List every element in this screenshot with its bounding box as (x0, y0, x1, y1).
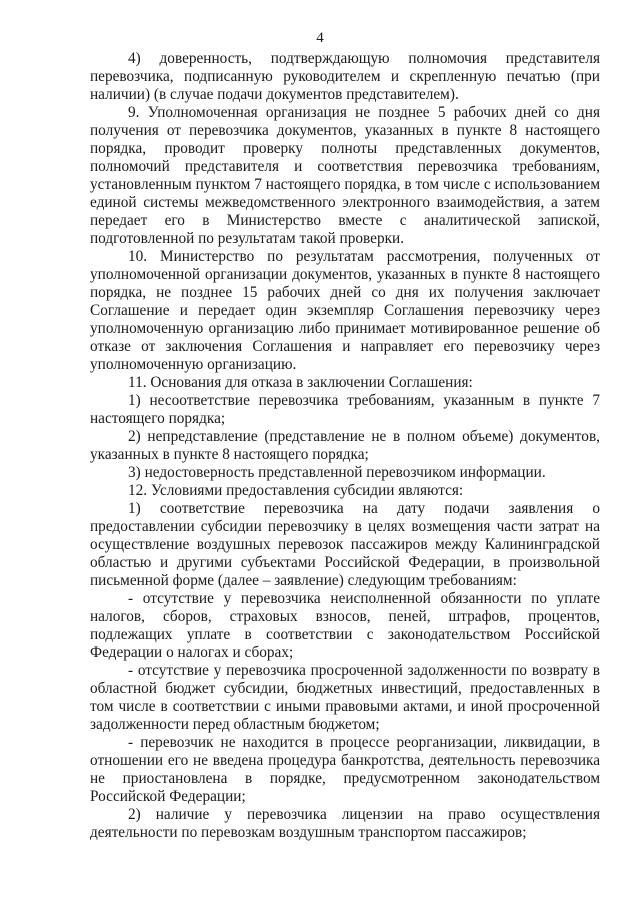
paragraph-condition-2: 2) наличие у перевозчика лицензии на право осуществления деятельности по перевозкам воздушным транспортом пассажиров; (90, 806, 600, 841)
paragraph-condition-1: 1) соответствие перевозчика на дату подачи заявления о предоставлении субсидии перевозчику в целях возмещения части затрат на осуществление воздушных перевозок пассажиров между Калининградской областью и другими субъектами Российской Федерации, в произвольной письменной форме (далее – заявление) следующим требованиям: (90, 500, 600, 589)
document-body (90, 50, 600, 842)
paragraph-item-12: 12. Условиями предоставления субсидии являются: (128, 482, 464, 499)
paragraph-requirement-reorganization: - перевозчик не находится в процессе реорганизации, ликвидации, в отношении его не введена процедура банкротства, деятельность перевозчика не приостановлена в порядке, предусмотренном законодательством Российской Федерации; (90, 734, 600, 805)
paragraph-power-of-attorney: 4) доверенность, подтверждающую полномочия представителя перевозчика, подписанную руководителем и скрепленную печатью (при наличии) (в случае подачи документов представителем). (90, 50, 600, 103)
page-number: 4 (316, 30, 324, 46)
paragraph-refusal-1: 1) несоответствие перевозчика требованиям, указанным в пункте 7 настоящего порядка; (90, 392, 600, 427)
paragraph-requirement-taxes: - отсутствие у перевозчика неисполненной обязанности по уплате налогов, сборов, страховых взносов, пеней, штрафов, процентов, подлежащих уплате в соответствии с законодательством Российской Федерации о налогах и сборах; (90, 590, 600, 661)
paragraph-item-10: 10. Министерство по результатам рассмотрения, полученных от уполномоченной организации документов, указанных в пункте 8 настоящего порядка, не позднее 15 рабочих дней со дня их получения заключает Соглашение и передает один экземпляр Соглашения перевозчику через уполномоченную организацию либо принимает мотивированное решение об отказе от заключения Соглашения и направляет его перевозчику через уполномоченную организацию. (90, 248, 600, 373)
paragraph-item-11: 11. Основания для отказа в заключении Соглашения: (128, 374, 473, 391)
paragraph-refusal-3: 3) недостоверность представленной перевозчиком информации. (128, 464, 546, 481)
paragraph-requirement-debt: - отсутствие у перевозчика просроченной задолженности по возврату в областной бюджет субсидии, бюджетных инвестиций, предоставленных в том числе в соответствии с иными правовыми актами, и иной просроченной задолженности перед областным бюджетом; (90, 662, 600, 733)
paragraph-refusal-2: 2) непредставление (представление не в полном объеме) документов, указанных в пункте 8 настоящего порядка; (90, 428, 600, 463)
paragraph-item-9: 9. Уполномоченная организация не позднее 5 рабочих дней со дня получения от перевозчика документов, указанных в пункте 8 настоящего порядка, проводит проверку полноты представленных документов, полномочий представителя и соответствия перевозчика требованиям, установленным пунктом 7 настоящего порядка, в том числе с использованием единой системы межведомственного электронного взаимодействия, а затем передает его в Министерство вместе с аналитической запиской, подготовленной по результатам такой проверки. (90, 104, 600, 247)
